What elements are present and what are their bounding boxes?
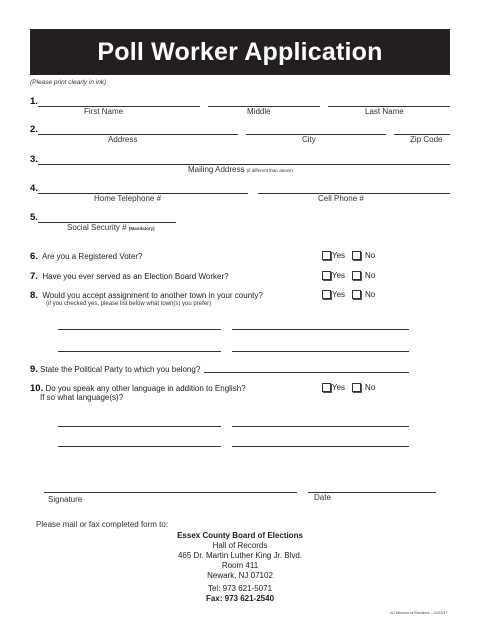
q7-no-label: No xyxy=(365,271,376,280)
fax-number: Fax: 973 621-2540 xyxy=(205,594,275,603)
question-10: 10. Do you speak any other language in addition to English? xyxy=(30,383,246,394)
language-field-1[interactable] xyxy=(58,426,221,427)
revision-note: NJ Division of Elections - 11/23/17 xyxy=(390,611,448,615)
field-number-2: 2. xyxy=(30,124,38,135)
question-8: 8. Would you accept assignment to another town in your county? xyxy=(30,290,263,301)
question-9: 9. State the Political Party to which you belong? xyxy=(30,364,201,375)
question-6: 6. Are you a Registered Voter? xyxy=(30,251,143,262)
cell-phone-label: Cell Phone # xyxy=(318,194,364,203)
question-10-followup: If so what language(s)? xyxy=(40,393,124,402)
town-field-2[interactable] xyxy=(232,329,409,330)
field-number-4: 4. xyxy=(30,183,38,194)
question-8-note: (if you checked yes, please list below what town(s) you prefer) xyxy=(46,301,212,307)
ssn-label: Social Security # (Mandatory) xyxy=(67,223,155,232)
date-label: Date xyxy=(314,493,331,502)
q8-no-checkbox[interactable] xyxy=(352,290,361,299)
city-field[interactable] xyxy=(246,134,386,135)
q10-no-checkbox[interactable] xyxy=(352,383,361,392)
phone-number: Tel: 973 621-5071 xyxy=(207,584,273,593)
political-party-field[interactable] xyxy=(204,372,409,373)
address-field[interactable] xyxy=(38,134,238,135)
q6-yes-label: Yes xyxy=(332,251,346,260)
language-field-2[interactable] xyxy=(232,426,409,427)
q8-yes-checkbox[interactable] xyxy=(322,290,331,299)
q7-no-checkbox[interactable] xyxy=(352,271,361,280)
q10-yes-label: Yes xyxy=(332,383,346,392)
language-field-4[interactable] xyxy=(232,446,409,447)
signature-label: Signature xyxy=(48,495,83,504)
field-number-1: 1. xyxy=(30,96,38,107)
field-number-3: 3. xyxy=(30,154,38,165)
address-line-2: 465 Dr. Martin Luther King Jr. Blvd. xyxy=(177,551,303,560)
field-number-5: 5. xyxy=(30,212,38,223)
address-line-1: Hall of Records xyxy=(212,541,268,550)
mailing-address-note: (if different than above) xyxy=(246,168,293,173)
address-label: Address xyxy=(108,135,138,144)
town-field-3[interactable] xyxy=(58,351,221,352)
town-field-1[interactable] xyxy=(58,329,221,330)
org-name: Essex County Board of Elections xyxy=(177,531,303,540)
q10-yes-checkbox[interactable] xyxy=(322,383,331,392)
q6-no-label: No xyxy=(365,251,376,260)
q6-yes-checkbox[interactable] xyxy=(322,251,331,260)
print-note: (Please print clearly in ink) xyxy=(30,79,107,86)
address-line-3: Room 411 xyxy=(221,561,259,570)
q8-yes-label: Yes xyxy=(332,290,346,299)
page-title: Poll Worker Application xyxy=(97,38,383,66)
mail-instruction: Please mail or fax completed form to: xyxy=(36,520,169,529)
signature-field[interactable] xyxy=(44,492,297,493)
last-name-label: Last Name xyxy=(365,107,404,116)
q8-no-label: No xyxy=(365,290,376,299)
ssn-mandatory-note: (Mandatory) xyxy=(128,226,155,231)
town-field-4[interactable] xyxy=(232,351,409,352)
q10-no-label: No xyxy=(365,383,376,392)
mailing-address-label: Mailing Address (if different than above) xyxy=(188,165,293,174)
question-7: 7. Have you ever served as an Election Board Worker? xyxy=(30,271,229,282)
first-name-label: First Name xyxy=(84,107,124,116)
zip-code-label: Zip Code xyxy=(410,135,443,144)
q6-no-checkbox[interactable] xyxy=(352,251,361,260)
home-phone-label: Home Telephone # xyxy=(94,194,162,203)
q7-yes-label: Yes xyxy=(332,271,346,280)
q7-yes-checkbox[interactable] xyxy=(322,271,331,280)
middle-name-label: Middle xyxy=(247,107,271,116)
city-label: City xyxy=(302,135,316,144)
address-line-4: Newark, NJ 07102 xyxy=(207,571,273,580)
language-field-3[interactable] xyxy=(58,446,221,447)
